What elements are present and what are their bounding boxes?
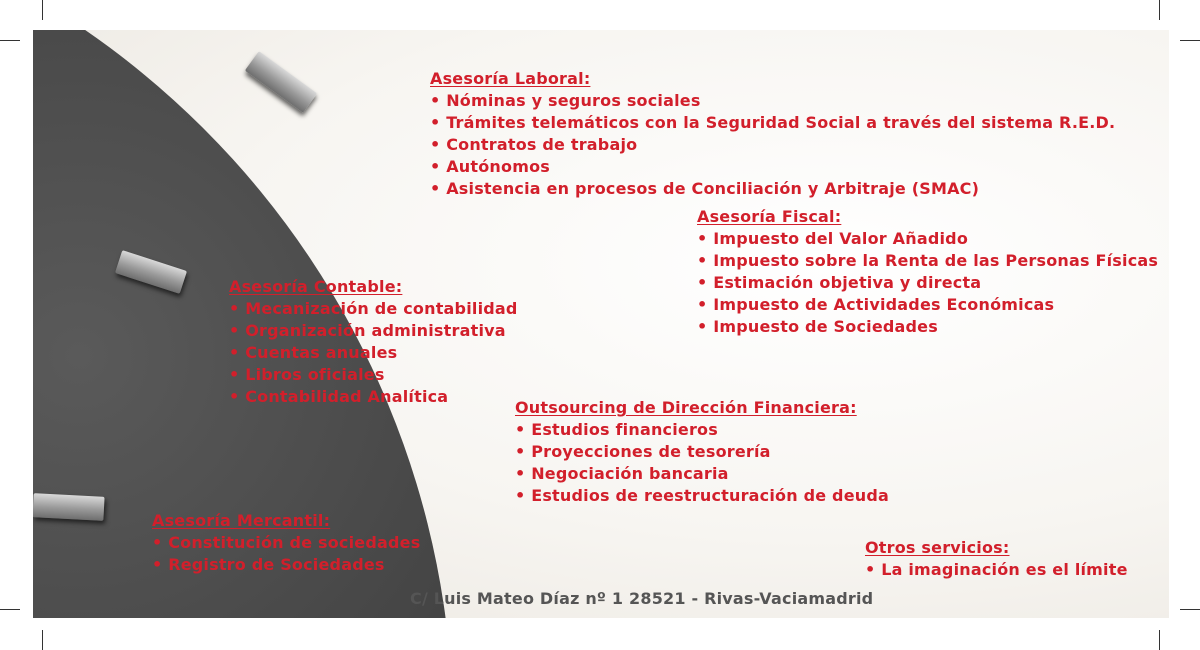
section-fiscal — [697, 206, 1158, 338]
list-item: • Estimación objetiva y directa — [697, 272, 1158, 294]
list-item: • Impuesto de Actividades Económicas — [697, 294, 1158, 316]
section-otros — [865, 537, 1128, 581]
dial-mark-top — [245, 51, 317, 113]
section-mercantil — [152, 510, 420, 576]
section-laboral — [430, 68, 1115, 200]
crop-mark-bottom-left-h — [0, 609, 20, 610]
list-item: • Contratos de trabajo — [430, 134, 1115, 156]
list-item: • Cuentas anuales — [229, 342, 518, 364]
list-item: • Impuesto de Sociedades — [697, 316, 1158, 338]
list-item: • Libros oficiales — [229, 364, 518, 386]
list-item: • Registro de Sociedades — [152, 554, 420, 576]
crop-mark-bottom-right-h — [1180, 609, 1200, 610]
list-item: • Asistencia en procesos de Conciliación y Arbitraje (SMAC) — [430, 178, 1115, 200]
list-item: • Impuesto del Valor Añadido — [697, 228, 1158, 250]
section-title-otros: Otros servicios: — [865, 538, 1010, 557]
list-item: • Proyecciones de tesorería — [515, 441, 889, 463]
section-title-mercantil: Asesoría Mercantil: — [152, 511, 331, 530]
crop-mark-top-right-v — [1159, 0, 1160, 20]
list-fiscal — [697, 228, 1158, 338]
section-title-contable: Asesoría Contable: — [229, 277, 403, 296]
list-otros — [865, 559, 1128, 581]
list-laboral — [430, 90, 1115, 200]
crop-mark-top-right-h — [1180, 40, 1200, 41]
list-item: • La imaginación es el límite — [865, 559, 1128, 581]
section-title-laboral: Asesoría Laboral: — [430, 69, 591, 88]
list-item: • Contabilidad Analítica — [229, 386, 518, 408]
section-title-fiscal: Asesoría Fiscal: — [697, 207, 842, 226]
list-item: • Trámites telemáticos con la Seguridad Social a través del sistema R.E.D. — [430, 112, 1115, 134]
list-mercantil — [152, 532, 420, 576]
crop-mark-top-left-h — [0, 40, 20, 41]
section-title-outsourcing: Outsourcing de Dirección Financiera: — [515, 398, 857, 417]
crop-mark-bottom-right-v — [1159, 630, 1160, 650]
dial-mark-bottom — [33, 493, 105, 521]
list-item: • Nóminas y seguros sociales — [430, 90, 1115, 112]
list-item: • Autónomos — [430, 156, 1115, 178]
list-item: • Estudios de reestructuración de deuda — [515, 485, 889, 507]
section-contable — [229, 276, 518, 408]
list-item: • Impuesto sobre la Renta de las Personas Físicas — [697, 250, 1158, 272]
list-outsourcing — [515, 419, 889, 507]
list-contable — [229, 298, 518, 408]
list-item: • Organización administrativa — [229, 320, 518, 342]
section-outsourcing — [515, 397, 889, 507]
list-item: • Constitución de sociedades — [152, 532, 420, 554]
address-line: C/ Luis Mateo Díaz nº 1 28521 - Rivas-Vaciamadrid — [410, 589, 874, 608]
list-item: • Estudios financieros — [515, 419, 889, 441]
crop-mark-bottom-left-v — [42, 630, 43, 650]
crop-mark-top-left-v — [42, 0, 43, 20]
list-item: • Negociación bancaria — [515, 463, 889, 485]
list-item: • Mecanización de contabilidad — [229, 298, 518, 320]
